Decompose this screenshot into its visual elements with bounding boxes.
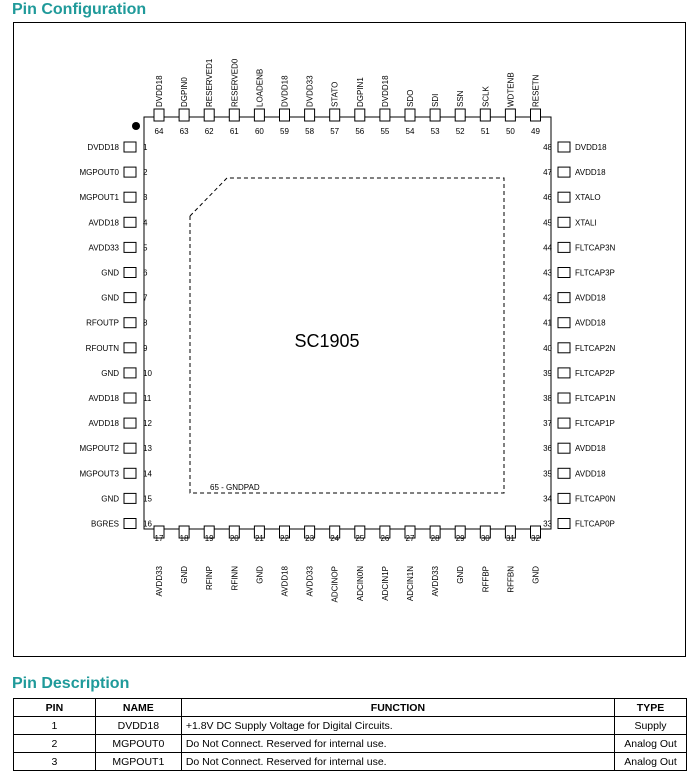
pin-label-38: FLTCAP1N [575, 394, 616, 403]
pin-box-45 [558, 217, 570, 227]
pin-box-8 [124, 318, 136, 328]
pin-number-24: 24 [330, 534, 340, 543]
pin-box-57 [330, 109, 340, 121]
pin-box-60 [254, 109, 264, 121]
pin-number-47: 47 [543, 168, 552, 178]
pin-box-2 [124, 167, 136, 177]
pin-number-40: 40 [543, 343, 552, 353]
pin-label-39: FLTCAP2P [575, 368, 615, 378]
pin-number-13: 13 [143, 444, 152, 454]
cell-name: MGPOUT1 [95, 753, 181, 771]
pin-number-25: 25 [355, 534, 365, 543]
exposed-pad-label: 65 - GNDPAD [210, 483, 260, 492]
pin-label-18: GND [180, 566, 190, 584]
pin-label-26: ADCIN1P [380, 566, 390, 601]
pin-label-54: SDO [406, 89, 415, 107]
pin-box-1 [124, 142, 136, 152]
pin-label-25: ADCIN0N [355, 566, 365, 602]
pin-label-59: DVDD18 [280, 75, 290, 107]
pin-number-56: 56 [355, 127, 365, 136]
pin-number-28: 28 [430, 534, 440, 543]
pin-number-38: 38 [543, 394, 552, 403]
pin-number-20: 20 [229, 534, 239, 543]
pin-configuration-title: Pin Configuration [12, 1, 147, 18]
pin-label-6: GND [101, 268, 119, 278]
pin-number-17: 17 [154, 534, 164, 543]
pin-number-14: 14 [143, 469, 152, 479]
pin-box-56 [355, 109, 365, 121]
pin-label-7: GND [101, 293, 119, 303]
pin-number-58: 58 [305, 127, 315, 136]
pin-number-61: 61 [229, 127, 239, 136]
pin-label-16: BGRES [90, 519, 119, 529]
cell-function: Do Not Connect. Reserved for internal use. [181, 735, 614, 753]
pin-label-47: AVDD18 [575, 168, 606, 178]
pin-box-40 [558, 343, 570, 353]
pin-label-12: AVDD18 [88, 419, 119, 429]
pin-number-34: 34 [543, 494, 552, 504]
pin-diagram-frame [13, 22, 686, 657]
pin-number-50: 50 [505, 127, 515, 136]
pin-label-43: FLTCAP3P [575, 268, 615, 278]
cell-pin: 2 [14, 735, 96, 753]
pin-label-13: MGPOUT2 [79, 444, 119, 454]
chip-name: SC1905 [294, 331, 360, 351]
pin-label-30: RFFBP [481, 566, 491, 593]
pin-label-10: GND [101, 368, 119, 378]
pin-label-62: RESERVED1 [205, 58, 215, 107]
pin-box-52 [455, 109, 465, 121]
pin-number-22: 22 [280, 534, 289, 543]
pin-number-10: 10 [143, 368, 152, 378]
pin-box-5 [124, 242, 136, 252]
cell-type: Analog Out [615, 753, 687, 771]
pin-label-58: DVDD33 [305, 75, 315, 107]
pin-box-47 [558, 167, 570, 177]
pin-number-6: 6 [143, 268, 148, 278]
pin-label-61: RESERVED0 [230, 58, 240, 107]
pin-box-58 [305, 109, 315, 121]
pin-label-5: AVDD33 [88, 243, 119, 253]
pin-box-34 [558, 493, 570, 503]
pin-box-62 [204, 109, 214, 121]
pin-box-14 [124, 468, 136, 478]
pin-box-55 [380, 109, 390, 121]
pin-label-19: RFINP [205, 566, 215, 590]
pin-box-10 [124, 368, 136, 378]
pin-number-9: 9 [143, 343, 148, 353]
pin-label-48: DVDD18 [575, 143, 607, 152]
pin-box-15 [124, 493, 136, 503]
pin-label-56: DGPIN1 [355, 77, 365, 107]
pin-label-36: AVDD18 [575, 444, 606, 454]
pin-label-8: RFOUTP [86, 318, 119, 328]
pin-label-21: GND [255, 566, 265, 584]
pin-box-36 [558, 443, 570, 453]
pin-label-2: MGPOUT0 [79, 168, 119, 178]
cell-name: DVDD18 [95, 717, 181, 735]
pin-label-41: AVDD18 [575, 318, 606, 328]
pin-number-46: 46 [543, 193, 552, 203]
pin-number-32: 32 [531, 534, 540, 543]
pin-label-52: SSN [456, 90, 466, 107]
pin-number-30: 30 [480, 534, 490, 543]
pin-label-23: AVDD33 [305, 566, 315, 597]
pin-number-16: 16 [143, 519, 152, 529]
pin-label-51: SCLK [481, 86, 491, 107]
pin-description-table [13, 698, 687, 771]
pin-box-54 [405, 109, 415, 121]
pin-label-31: RFFBN [506, 566, 516, 593]
pin-number-49: 49 [531, 127, 540, 136]
header-type: TYPE [615, 699, 687, 717]
pin-number-2: 2 [143, 168, 148, 178]
pin-box-35 [558, 468, 570, 478]
header-function: FUNCTION [181, 699, 614, 717]
pin-label-45: XTALI [575, 218, 597, 228]
pin-box-42 [558, 293, 570, 303]
pin-label-34: FLTCAP0N [575, 494, 616, 504]
pin-label-14: MGPOUT3 [79, 469, 119, 479]
pin-box-33 [558, 519, 570, 529]
pin-number-59: 59 [280, 127, 289, 136]
pin-box-11 [124, 393, 136, 403]
pin-label-63: DGPIN0 [180, 77, 190, 107]
cell-type: Supply [615, 717, 687, 735]
pin-box-53 [430, 109, 440, 121]
pin-label-29: GND [456, 566, 466, 584]
pin-number-57: 57 [330, 127, 340, 136]
pin-label-28: AVDD33 [431, 566, 441, 597]
pin-label-42: AVDD18 [575, 293, 606, 303]
pin-label-49: RESETN [531, 74, 541, 107]
pin-number-33: 33 [543, 519, 552, 529]
pin-number-42: 42 [543, 293, 552, 303]
pin-label-17: AVDD33 [155, 566, 164, 597]
pin-number-62: 62 [204, 127, 214, 136]
pin-number-63: 63 [179, 127, 189, 136]
pin-number-44: 44 [543, 243, 552, 253]
pin-number-7: 7 [143, 293, 148, 303]
pin-label-60: LOADENB [255, 68, 265, 107]
cell-type: Analog Out [615, 735, 687, 753]
pin-number-19: 19 [204, 534, 214, 543]
chip-pinout-diagram [14, 23, 685, 656]
cell-name: MGPOUT0 [95, 735, 181, 753]
pin-description-title: Pin Description [12, 675, 130, 692]
table-header-row [14, 699, 687, 717]
pin-box-16 [124, 519, 136, 529]
pin-number-23: 23 [305, 534, 315, 543]
pin-label-32: GND [531, 566, 541, 584]
pin-box-61 [229, 109, 239, 121]
pin-box-12 [124, 418, 136, 428]
pin-box-59 [280, 109, 290, 121]
pin-box-51 [480, 109, 490, 121]
pin-number-35: 35 [543, 469, 552, 479]
pin-number-18: 18 [179, 534, 189, 543]
pin-box-48 [558, 142, 570, 152]
pin-label-64: DVDD18 [155, 75, 164, 107]
pin-label-44: FLTCAP3N [575, 243, 616, 253]
pin-number-5: 5 [143, 243, 148, 253]
pin-number-26: 26 [380, 534, 390, 543]
table-row [14, 753, 687, 771]
pin-label-20: RFINN [230, 566, 240, 591]
pin-number-54: 54 [405, 127, 415, 136]
pin-label-46: XTALO [575, 193, 601, 203]
pin-number-55: 55 [380, 127, 390, 136]
pin-number-31: 31 [505, 534, 515, 543]
pin-box-13 [124, 443, 136, 453]
pin-number-12: 12 [143, 419, 152, 429]
pin-label-50: WDTENB [506, 72, 516, 107]
pin-label-57: STATO [330, 81, 340, 107]
pin-number-8: 8 [143, 318, 148, 328]
pin-box-64 [154, 109, 164, 121]
pin-label-40: FLTCAP2N [575, 343, 616, 353]
pin1-marker-dot [132, 122, 140, 130]
pin-label-33: FLTCAP0P [575, 519, 615, 529]
pin-box-41 [558, 318, 570, 328]
pin-number-48: 48 [543, 143, 552, 152]
pin-box-63 [179, 109, 189, 121]
pin-label-24: ADCINOP [330, 566, 340, 603]
pin-label-27: ADCIN1N [406, 566, 415, 602]
pin-number-60: 60 [254, 127, 264, 136]
pin-label-22: AVDD18 [280, 566, 290, 597]
pin-label-15: GND [101, 494, 119, 504]
pin-label-55: DVDD18 [380, 75, 390, 107]
pin-number-43: 43 [543, 268, 552, 278]
pin-label-3: MGPOUT1 [79, 193, 119, 203]
pin-label-53: SDI [431, 93, 441, 107]
pin-label-37: FLTCAP1P [575, 419, 615, 429]
pin-box-37 [558, 418, 570, 428]
pin-label-4: AVDD18 [88, 218, 119, 228]
pin-box-46 [558, 192, 570, 202]
cell-pin: 1 [14, 717, 96, 735]
pin-number-51: 51 [480, 127, 490, 136]
pin-label-9: RFOUTN [85, 343, 119, 353]
pin-number-52: 52 [455, 127, 465, 136]
pin-number-45: 45 [543, 218, 552, 228]
header-pin: PIN [14, 699, 96, 717]
pin-number-27: 27 [405, 534, 415, 543]
pin-box-50 [505, 109, 515, 121]
cell-pin: 3 [14, 753, 96, 771]
pin-number-41: 41 [543, 318, 552, 328]
chip-body [144, 117, 551, 529]
pin-number-11: 11 [143, 394, 152, 403]
pin-box-43 [558, 268, 570, 278]
pin-number-1: 1 [143, 143, 148, 152]
table-row [14, 735, 687, 753]
pin-number-53: 53 [430, 127, 440, 136]
pin-label-35: AVDD18 [575, 469, 606, 479]
header-name: NAME [95, 699, 181, 717]
pin-number-37: 37 [543, 419, 552, 429]
pin-number-64: 64 [154, 127, 164, 136]
pin-box-7 [124, 293, 136, 303]
pin-box-49 [531, 109, 541, 121]
pin-number-15: 15 [143, 494, 152, 504]
pin-number-4: 4 [143, 218, 148, 228]
cell-function: Do Not Connect. Reserved for internal use. [181, 753, 614, 771]
pin-box-6 [124, 268, 136, 278]
table-row [14, 717, 687, 735]
pin-number-39: 39 [543, 368, 552, 378]
pin-box-4 [124, 217, 136, 227]
pin-number-3: 3 [143, 193, 148, 203]
pin-box-3 [124, 192, 136, 202]
pin-number-21: 21 [254, 534, 264, 543]
pin-number-36: 36 [543, 444, 552, 454]
pin-box-39 [558, 368, 570, 378]
pin-label-11: AVDD18 [88, 394, 119, 403]
pin-label-1: DVDD18 [87, 143, 119, 152]
pin-number-29: 29 [455, 534, 465, 543]
pin-box-38 [558, 393, 570, 403]
cell-function: +1.8V DC Supply Voltage for Digital Circuits. [181, 717, 614, 735]
pin-box-9 [124, 343, 136, 353]
pin-box-44 [558, 242, 570, 252]
